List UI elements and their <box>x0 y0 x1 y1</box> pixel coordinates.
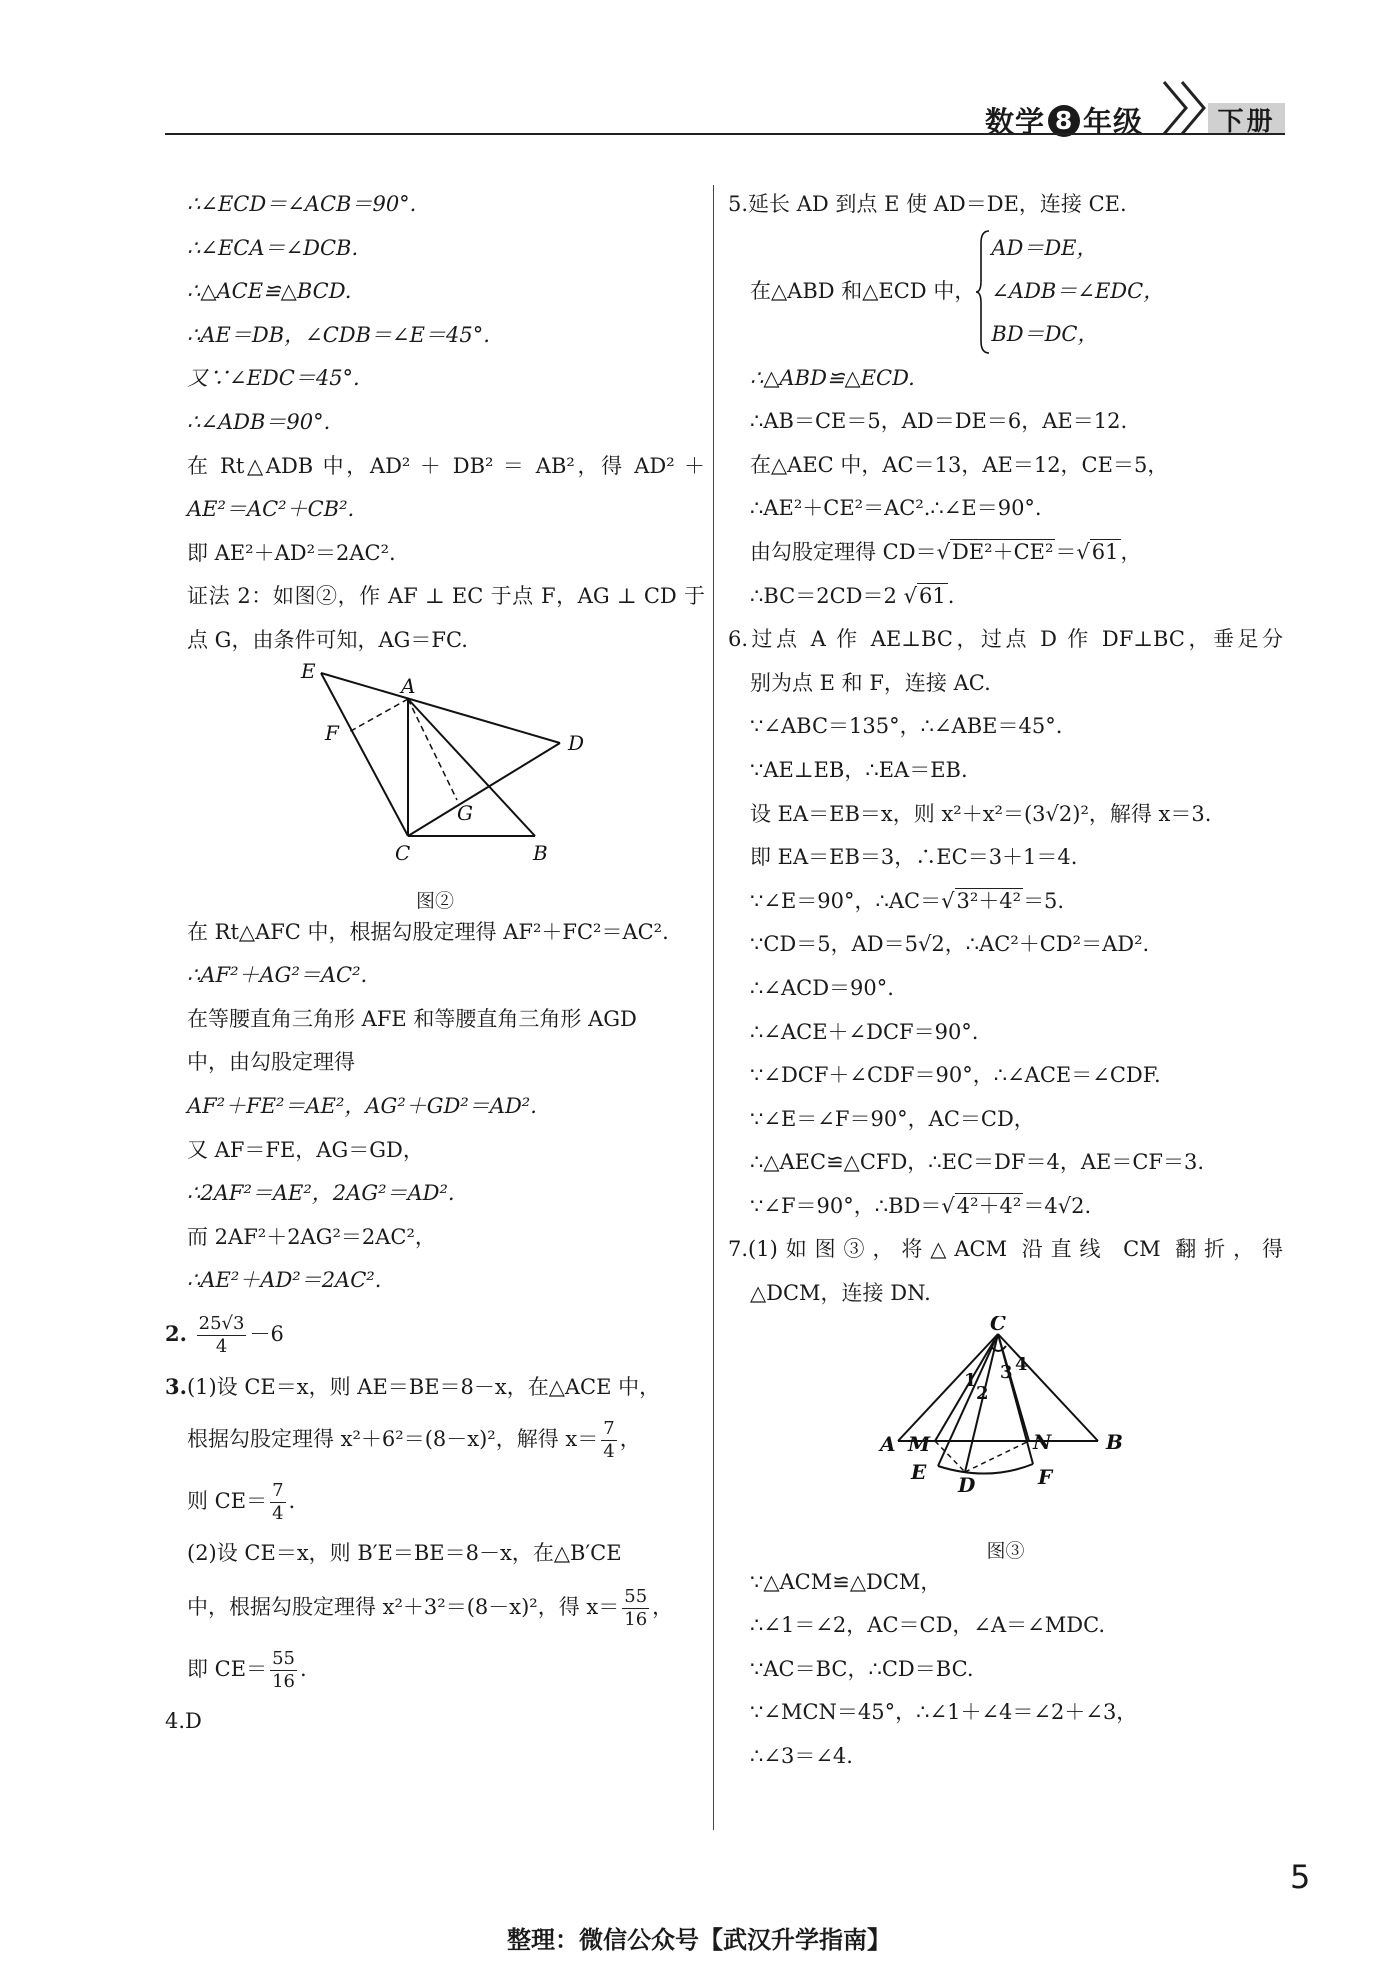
text-line: ∵∠E＝∠F＝90°，AC＝CD， <box>750 1106 1035 1131</box>
text-span: 即 CE＝ <box>187 1657 268 1682</box>
text-line: 即 AE²＋AD²＝2AC². <box>187 540 396 565</box>
text-line: ∴∠ACE＋∠DCF＝90°. <box>750 1019 979 1044</box>
volume-tab: 下册 <box>1208 103 1285 135</box>
point-label-f: F <box>325 720 339 745</box>
radicand: DE²＋CE² <box>951 539 1054 564</box>
radicand: 3²＋4² <box>956 888 1022 913</box>
grade-badge: 8 <box>1048 105 1080 137</box>
text-line: AE²＝AC²＋CB². <box>187 497 355 522</box>
point-label-n: N <box>1033 1429 1052 1454</box>
figure-2-caption: 图② <box>415 889 454 912</box>
denominator: 16 <box>272 1671 295 1693</box>
text-line: ∵AC＝BC，∴CD＝BC. <box>750 1656 974 1681</box>
text-line: ∠ADB＝∠EDC， <box>991 279 1165 304</box>
text-span: 根据勾股定理得 x²＋6²＝(8－x)²，解得 x＝ <box>187 1427 599 1452</box>
fraction <box>270 1648 297 1693</box>
text-line: 6.过点 A 作 AE⊥BC，过点 D 作 DF⊥BC，垂足分 <box>728 627 1283 652</box>
text-line: ∴∠ECA＝∠DCB. <box>187 235 359 260</box>
point-label-b: B <box>1106 1429 1123 1454</box>
right-column <box>728 183 1283 1779</box>
text-line: ∴△ABD≌△ECD. <box>750 365 915 390</box>
radicand: 61 <box>1091 539 1119 564</box>
subject-label: 数学 <box>985 105 1046 139</box>
fraction <box>197 1313 247 1358</box>
numerator: 55 <box>272 1648 295 1670</box>
text-line: ∴AB＝CE＝5，AD＝DE＝6，AE＝12. <box>750 409 1128 434</box>
text-line: 7.(1)如图③，将△ACM 沿直线 CM 翻折，得 <box>728 1237 1283 1262</box>
text-line: ∴∠ADB＝90°. <box>187 409 331 434</box>
numerator: 7 <box>603 1418 615 1440</box>
text-line: 又∵∠EDC＝45°. <box>187 366 360 391</box>
text-line: ∴AF²＋AG²＝AC². <box>187 963 368 988</box>
text-line: ∵△ACM≌△DCM， <box>750 1569 942 1594</box>
text-line: 由勾股定理得 CD＝√DE²＋CE²＝√61， <box>750 539 1142 564</box>
point-label-d: D <box>958 1472 976 1497</box>
text-line: △DCM，连接 DN. <box>750 1281 931 1306</box>
text-span: 则 CE＝ <box>187 1489 268 1514</box>
text-line: 证法 2：如图②，作 AF ⊥ EC 于点 F，AG ⊥ CD 于 <box>187 584 705 609</box>
header-rule <box>165 133 1285 135</box>
text-line: 在等腰直角三角形 AFE 和等腰直角三角形 AGD <box>187 1006 637 1031</box>
angle-label-4: 4 <box>1015 1353 1028 1375</box>
footer-credit: 整理：微信公众号【武汉升学指南】 <box>507 1926 891 1954</box>
point-label-d: D <box>568 730 585 755</box>
text-line: AD＝DE， <box>991 236 1098 261</box>
figure-2-diagram <box>165 663 705 881</box>
text-line: ∴∠ACD＝90°. <box>750 975 894 1000</box>
text-line: ∴△AEC≌△CFD，∴EC＝DF＝4，AE＝CF＝3. <box>750 1150 1204 1175</box>
text-span: . <box>947 583 955 608</box>
text-span: ∵∠F＝90°，∴BD＝ <box>750 1193 942 1218</box>
text-span: ∵∠E＝90°，∴AC＝ <box>750 888 942 913</box>
text-line: 即 CE＝ $\frac{55}{16}$ . <box>187 1648 307 1693</box>
text-line: BD＝DC， <box>991 322 1099 347</box>
text-span: ∴BC＝2CD＝2 <box>750 583 897 608</box>
text-line: ∴∠ECD＝∠ACB＝90°. <box>187 192 417 216</box>
text-line: 在 Rt△AFC 中，根据勾股定理得 AF²＋FC²＝AC². <box>187 919 669 944</box>
point-label-a: A <box>401 673 416 698</box>
answer-tail: －6 <box>249 1321 284 1346</box>
text-line: 点 G，由条件可知，AG＝FC. <box>187 627 468 652</box>
angle-label-1: 1 <box>964 1369 977 1391</box>
text-line: 中，根据勾股定理得 x²＋3²＝(8－x)²，得 x＝ $\frac{55}{16}$ ， <box>187 1586 674 1631</box>
point-label-f: F <box>1038 1464 1053 1489</box>
text-line: AF²＋FE²＝AE²，AG²＋GD²＝AD². <box>187 1093 537 1118</box>
brace-system <box>728 227 1283 357</box>
angle-label-3: 3 <box>1000 1361 1013 1383</box>
text-line: ∴2AF²＝AE²，2AG²＝AD². <box>187 1181 455 1206</box>
left-brace-icon <box>975 229 991 355</box>
text-line: ∴∠3＝∠4. <box>750 1744 853 1769</box>
numerator: 25√3 <box>198 1312 245 1334</box>
text-span: 由勾股定理得 CD＝ <box>750 539 937 564</box>
text-line: ∴AE²＋CE²＝AC².∴∠E＝90°. <box>750 496 1042 521</box>
denominator: 4 <box>603 1441 615 1463</box>
text-span: ＝4√2. <box>1023 1193 1092 1218</box>
text-line: (2)设 CE＝x，则 B′E＝BE＝8－x，在△B′CE <box>187 1541 622 1566</box>
figure-3 <box>728 1316 1283 1561</box>
chevron-decoration-icon <box>1162 80 1210 136</box>
text-line: 则 CE＝ $\frac{7}{4}$ . <box>187 1480 296 1525</box>
text-span: ＝5. <box>1023 888 1065 913</box>
point-label-c: C <box>990 1315 1006 1335</box>
text-span: ， <box>1120 539 1142 564</box>
point-label-e: E <box>301 662 316 683</box>
text-line: ∵∠F＝90°，∴BD＝√4²＋4²＝4√2. <box>750 1193 1092 1218</box>
text-line: 即 EA＝EB＝3，∴EC＝3＋1＝4. <box>750 845 1078 870</box>
numerator: 55 <box>624 1586 648 1608</box>
text-line: 又 AF＝FE，AG＝GD， <box>187 1137 424 1162</box>
text-line: ∴AE²＋AD²＝2AC². <box>187 1268 382 1293</box>
brace-lead: 在△ABD 和△ECD 中， <box>750 278 976 303</box>
text-line: 设 EA＝EB＝x，则 x²＋x²＝(3√2)²，解得 x＝3. <box>750 801 1212 826</box>
column-divider <box>713 185 714 1830</box>
text-line: ∴∠1＝∠2，AC＝CD，∠A＝∠MDC. <box>750 1613 1106 1638</box>
text-line: ∵CD＝5，AD＝5√2，∴AC²＋CD²＝AD². <box>750 932 1150 957</box>
figure-3-diagram <box>728 1316 1283 1531</box>
text-line: 别为点 E 和 F，连接 AC. <box>750 670 991 695</box>
text-line: 在 Rt△ADB 中，AD² ＋ DB² ＝ AB²，得 AD² ＋ <box>187 453 705 478</box>
fraction <box>601 1418 616 1463</box>
text-line: ∴AE＝DB，∠CDB＝∠E＝45°. <box>187 322 490 347</box>
radicand: 61 <box>918 583 946 608</box>
text-span: (1)设 CE＝x，则 AE＝BE＝8－x，在△ACE 中， <box>186 1374 661 1399</box>
text-line: 在△AEC 中，AC＝13，AE＝12，CE＝5， <box>750 452 1169 477</box>
text-line: ∵∠ABC＝135°，∴∠ABE＝45°. <box>750 714 1063 739</box>
text-line: 5.延长 AD 到点 E 使 AD＝DE，连接 CE. <box>728 192 1127 216</box>
text-line: ∴△ACE≌△BCD. <box>187 279 352 304</box>
answer-2 <box>165 1303 705 1365</box>
page-number: 5 <box>1290 1858 1311 1896</box>
point-label-m: M <box>908 1431 931 1456</box>
text-line <box>165 1365 705 1409</box>
point-label-e: E <box>911 1459 927 1484</box>
fraction <box>270 1480 285 1525</box>
angle-label-2: 2 <box>976 1382 989 1404</box>
point-label-b: B <box>533 840 548 865</box>
figure-2 <box>165 663 705 911</box>
text-line: ∵∠E＝90°，∴AC＝√3²＋4²＝5. <box>750 888 1065 913</box>
text-line: 而 2AF²＋2AG²＝2AC²， <box>187 1224 436 1249</box>
denominator: 4 <box>272 1503 284 1525</box>
text-line: 中，由勾股定理得 <box>187 1050 355 1075</box>
text-line: ∵AE⊥EB，∴EA＝EB. <box>750 757 968 782</box>
point-label-a: A <box>880 1431 896 1456</box>
numerator: 7 <box>272 1480 284 1502</box>
figure-3-caption: 图③ <box>986 1539 1025 1562</box>
radicand: 4²＋4² <box>956 1193 1022 1218</box>
fraction <box>622 1586 649 1631</box>
text-line: ∵∠DCF＋∠CDF＝90°，∴∠ACE＝∠CDF. <box>750 1063 1161 1088</box>
text-line: ∵∠MCN＝45°，∴∠1＋∠4＝∠2＋∠3， <box>750 1700 1138 1725</box>
point-label-c: C <box>395 840 411 865</box>
answer-4: 4.D <box>165 1709 202 1734</box>
brace-lines <box>991 227 1164 356</box>
text-span: ＝ <box>1055 539 1077 564</box>
left-column <box>165 183 705 1744</box>
point-label-g: G <box>457 800 473 825</box>
text-line: ∴BC＝2CD＝2 √61. <box>750 583 955 608</box>
question-number: 3. <box>165 1373 187 1399</box>
text-line: 根据勾股定理得 x²＋6²＝(8－x)²，解得 x＝ $\frac{7}{4}$ ， <box>187 1418 641 1463</box>
denominator: 4 <box>215 1335 228 1357</box>
grade-label: 年级 <box>1083 105 1144 139</box>
denominator: 16 <box>624 1609 648 1631</box>
text-span: 中，根据勾股定理得 x²＋3²＝(8－x)²，得 x＝ <box>187 1595 620 1620</box>
question-number: 2. <box>165 1320 187 1346</box>
